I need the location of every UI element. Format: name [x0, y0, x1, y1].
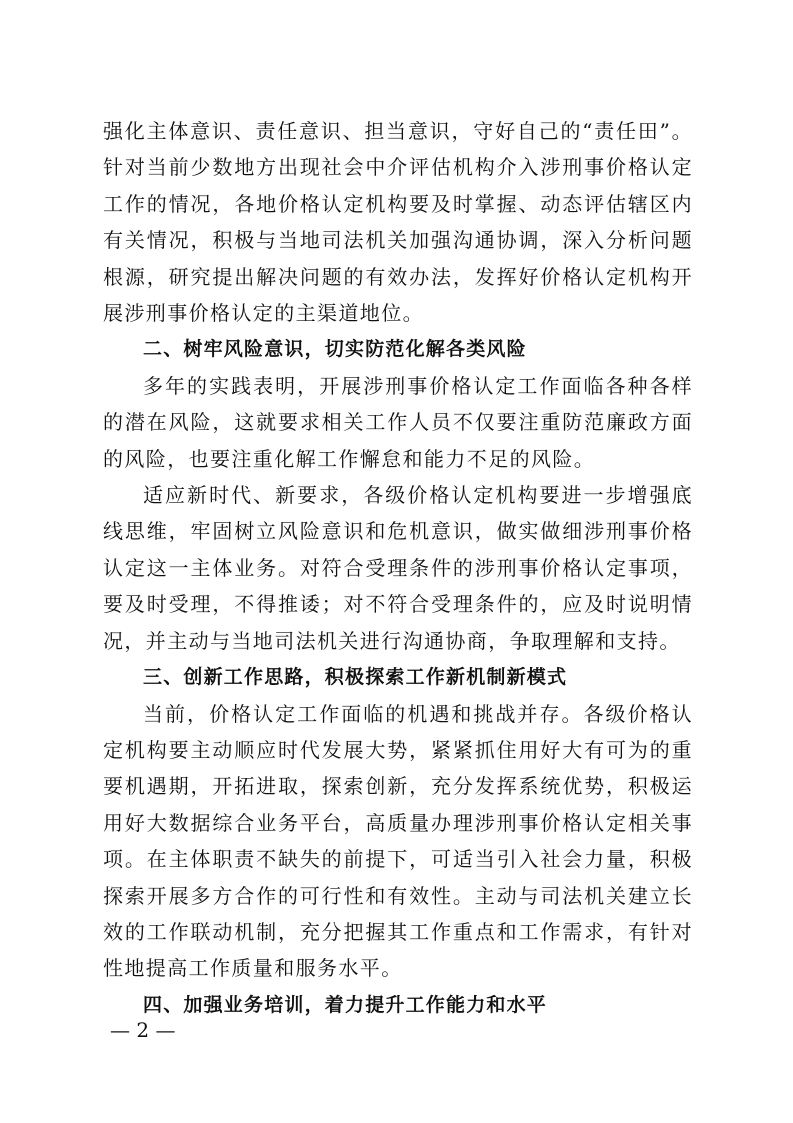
- page-number: — 2 —: [110, 1018, 176, 1042]
- paragraph-risk-practice: 多年的实践表明，开展涉刑事价格认定工作面临各种各样的潜在风险，这就要求相关工作人员不仅要注重防范廉政方面的风险，也要注重化解工作懈怠和能力不足的风险。: [103, 373, 693, 471]
- paragraph-innovation: 当前，价格认定工作面临的机遇和挑战并存。各级价格认定机构要主动顺应时代发展大势，紧紧抓住用好大有可为的重要机遇期，开拓进取，探索创新，充分发挥系统优势，积极运用好大数据综合业务平台，高质量办理涉刑事价格认定相关事项。在主体职责不缺失的前提下，可适当引入社会力量，积极探索开展多方合作的可行性和有效性。主动与司法机关建立长效的工作联动机制，充分把握其工作重点和工作需求，有针对性地提高工作质量和服务水平。: [103, 701, 693, 981]
- section-heading-two: 二、树牢风险意识，切实防范化解各类风险: [143, 338, 527, 361]
- section-heading-four: 四、加强业务培训，着力提升工作能力和水平: [143, 993, 548, 1016]
- paragraph-continuation: 强化主体意识、责任意识、担当意识，守好自己的“责任田”。针对当前少数地方出现社会中介评估机构介入涉刑事价格认定工作的情况，各地价格认定机构要及时掌握、动态评估辖区内有关情况，积极与当地司法机关加强沟通协调，深入分析问题根源，研究提出解决问题的有效办法，发挥好价格认定机构开展涉刑事价格认定的主渠道地位。: [103, 119, 693, 326]
- paragraph-risk-requirements: 适应新时代、新要求，各级价格认定机构要进一步增强底线思维，牢固树立风险意识和危机意识，做实做细涉刑事价格认定这一主体业务。对符合受理条件的涉刑事价格认定事项，要及时受理，不得推诿；对不符合受理条件的，应及时说明情况，并主动与当地司法机关进行沟通协商，争取理解和支持。: [103, 483, 693, 653]
- document-body: [103, 113, 693, 1023]
- section-heading-three: 三、创新工作思路，积极探索工作新机制新模式: [143, 666, 568, 689]
